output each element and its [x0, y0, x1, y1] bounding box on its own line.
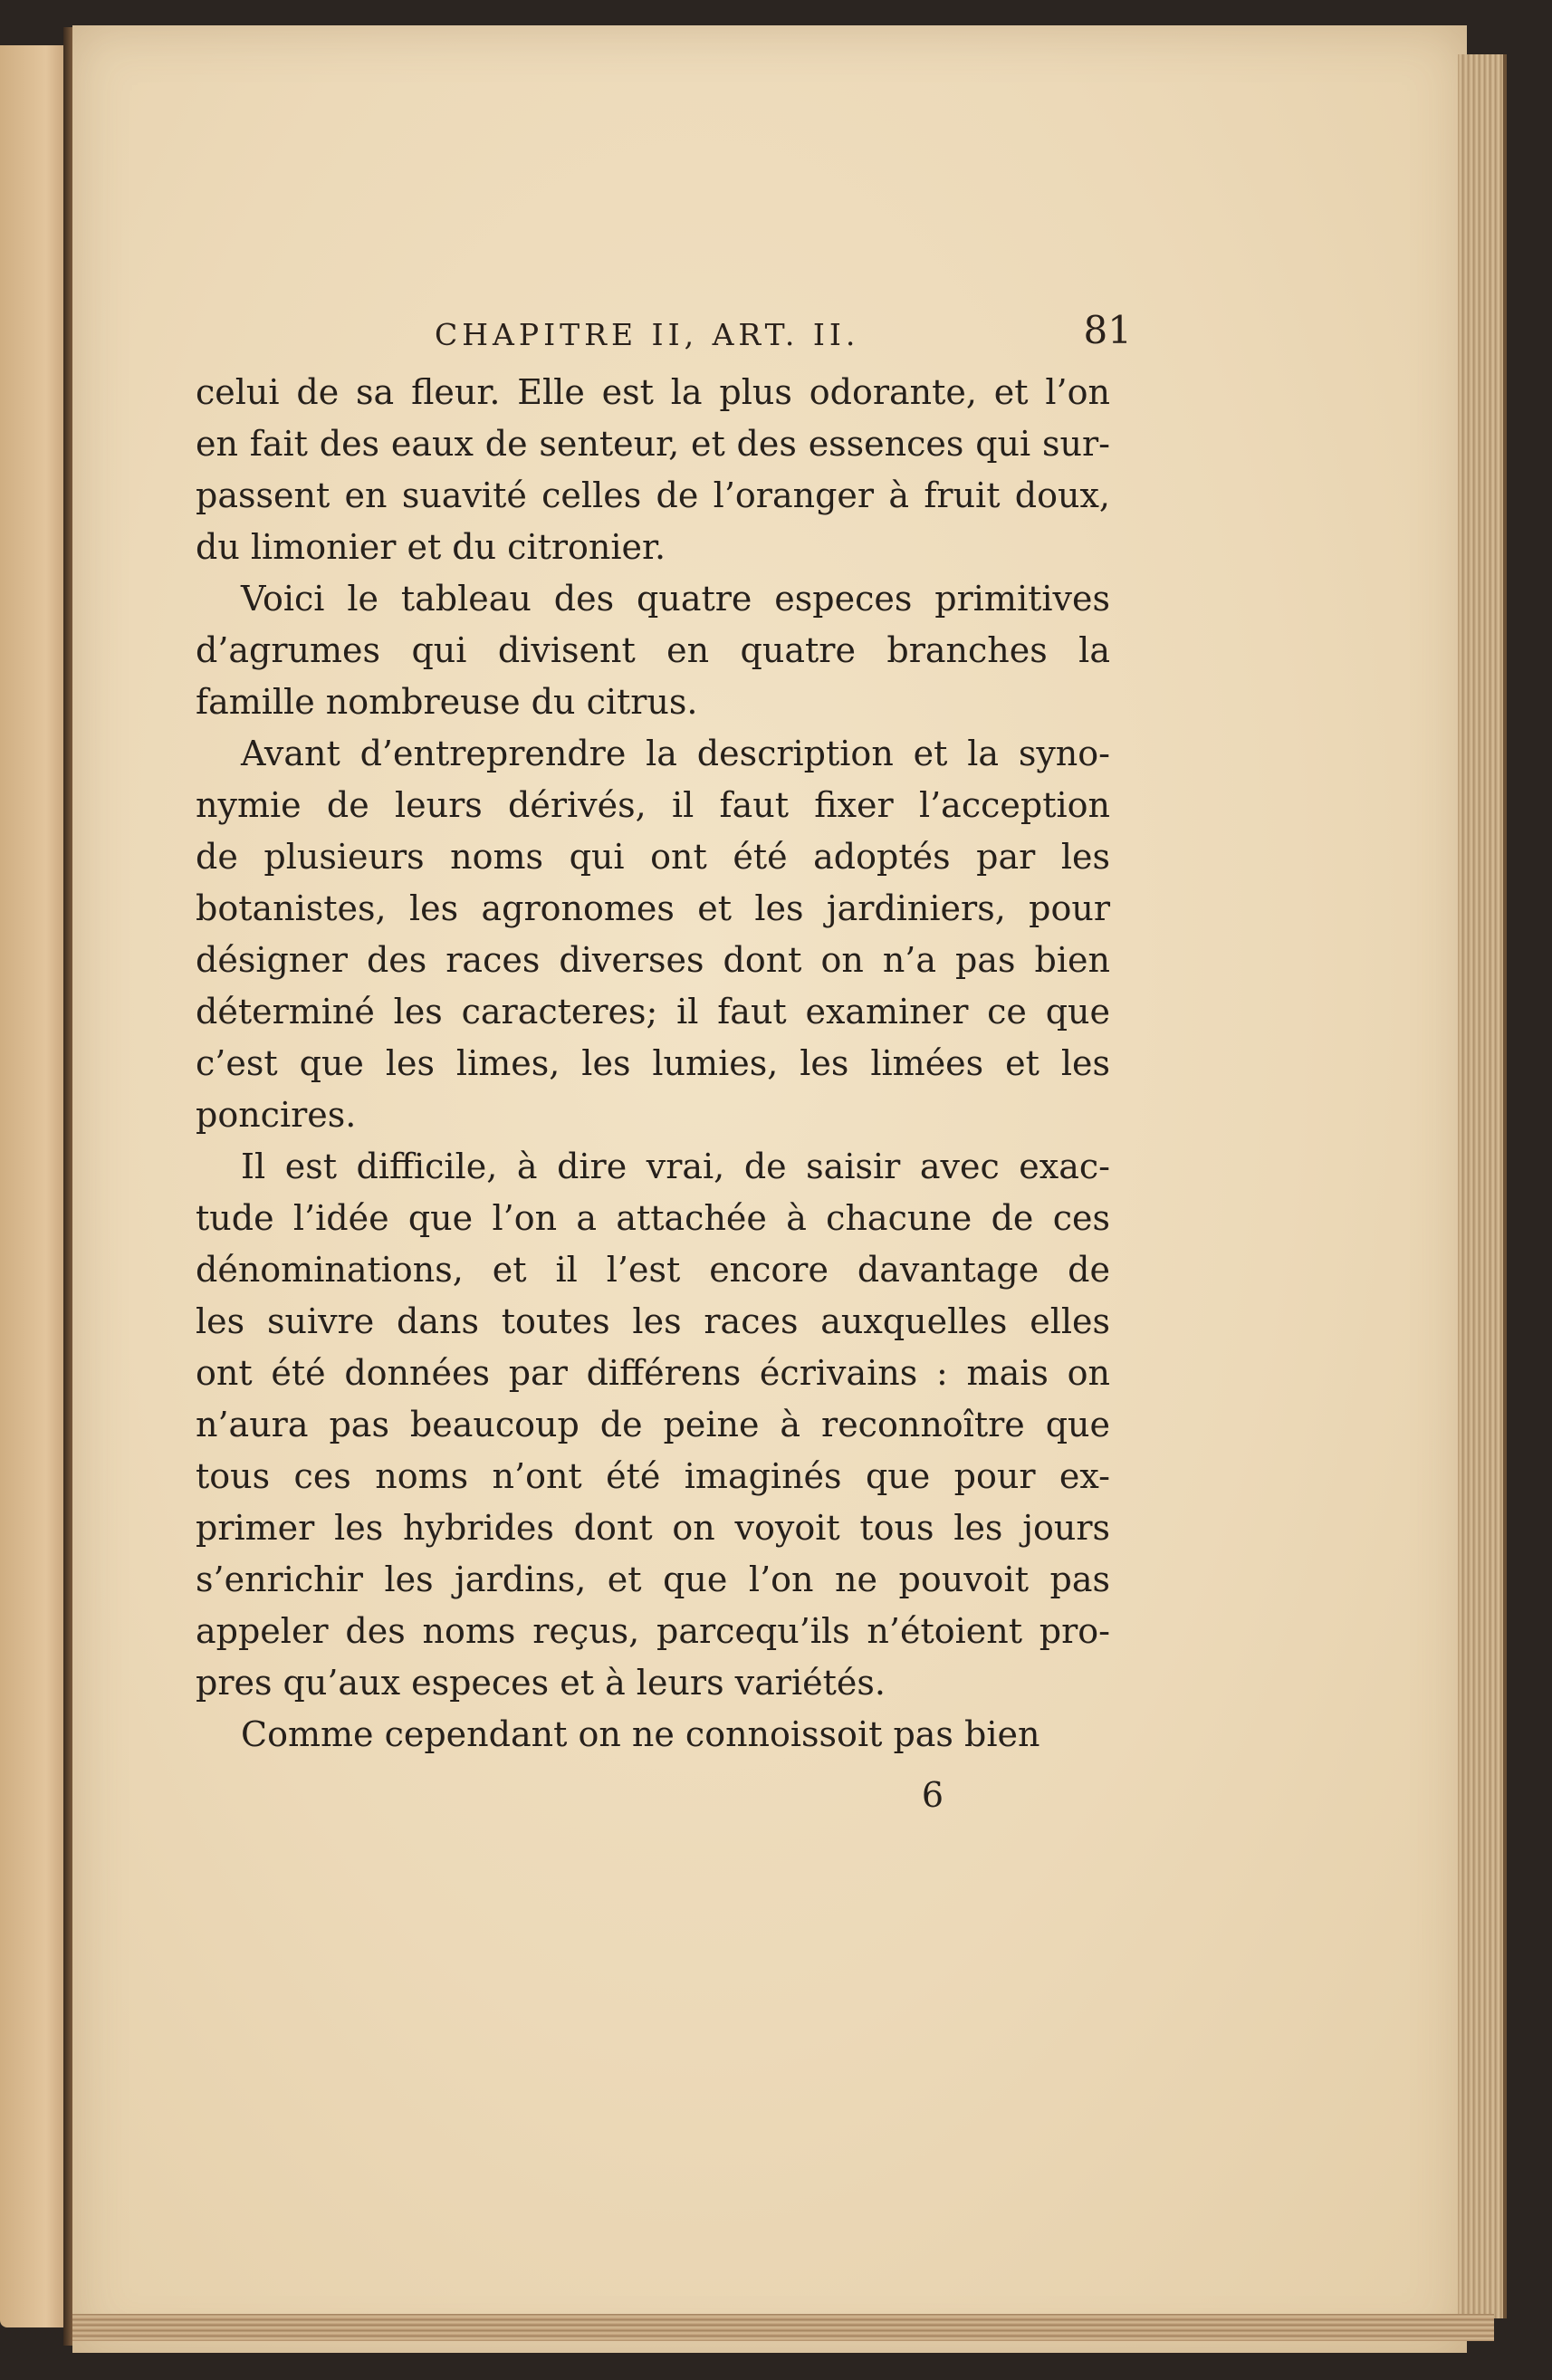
running-title: CHAPITRE II, ART. II.: [435, 317, 860, 352]
text-line: appeler des noms reçus, parcequ’ils n’étoient pro-: [196, 1611, 1110, 1651]
text-line: déterminé les caracteres; il faut examiner ce que: [196, 992, 1110, 1032]
text-line: Comme cependant on ne connoissoit pas bien: [241, 1714, 1040, 1754]
text-line: d’agrumes qui divisent en quatre branches la: [196, 630, 1110, 670]
signature-mark: 6: [921, 1775, 944, 1815]
page-bottom-edge: [72, 2314, 1494, 2341]
text-line: de plusieurs noms qui ont été adoptés par les: [196, 837, 1110, 877]
page-number: 81: [1083, 308, 1132, 352]
text-line: Il est difficile, à dire vrai, de saisir avec exac-: [241, 1147, 1110, 1186]
text-line: botanistes, les agronomes et les jardiniers, pour: [196, 888, 1110, 928]
text-line: nymie de leurs dérivés, il faut fixer l’acception: [196, 785, 1110, 825]
text-line: en fait des eaux de senteur, et des essences qui sur-: [196, 424, 1110, 464]
text-line: Voici le tableau des quatre especes primitives: [241, 579, 1110, 619]
text-line: primer les hybrides dont on voyoit tous les jours: [196, 1508, 1110, 1548]
text-line: Avant d’entreprendre la description et la syno-: [241, 734, 1110, 773]
text-line: tous ces noms n’ont été imaginés que pour ex-: [196, 1456, 1110, 1496]
text-line: passent en suavité celles de l’oranger à fruit doux,: [196, 475, 1110, 515]
text-line: du limonier et du citronier.: [196, 527, 666, 567]
text-line: tude l’idée que l’on a attachée à chacune de ces: [196, 1198, 1110, 1238]
text-line: n’aura pas beaucoup de peine à reconnoître que: [196, 1405, 1110, 1444]
text-line: poncires.: [196, 1095, 357, 1135]
text-line: les suivre dans toutes les races auxquelles elles: [196, 1301, 1110, 1341]
running-header: [435, 308, 1132, 362]
body-text: [196, 367, 1110, 1761]
text-line: s’enrichir les jardins, et que l’on ne pouvoit pas: [196, 1559, 1110, 1599]
text-line: celui de sa fleur. Elle est la plus odorante, et l’on: [196, 372, 1110, 412]
text-line: c’est que les limes, les lumies, les limées et les: [196, 1043, 1110, 1083]
text-line: ont été données par différens écrivains : mais on: [196, 1353, 1110, 1393]
page-fore-edge: [1458, 54, 1507, 2318]
text-line: dénominations, et il l’est encore davantage de: [196, 1250, 1110, 1290]
text-line: pres qu’aux especes et à leurs variétés.: [196, 1663, 886, 1703]
text-line: désigner des races diverses dont on n’a pas bien: [196, 940, 1110, 980]
text-line: famille nombreuse du citrus.: [196, 682, 698, 722]
